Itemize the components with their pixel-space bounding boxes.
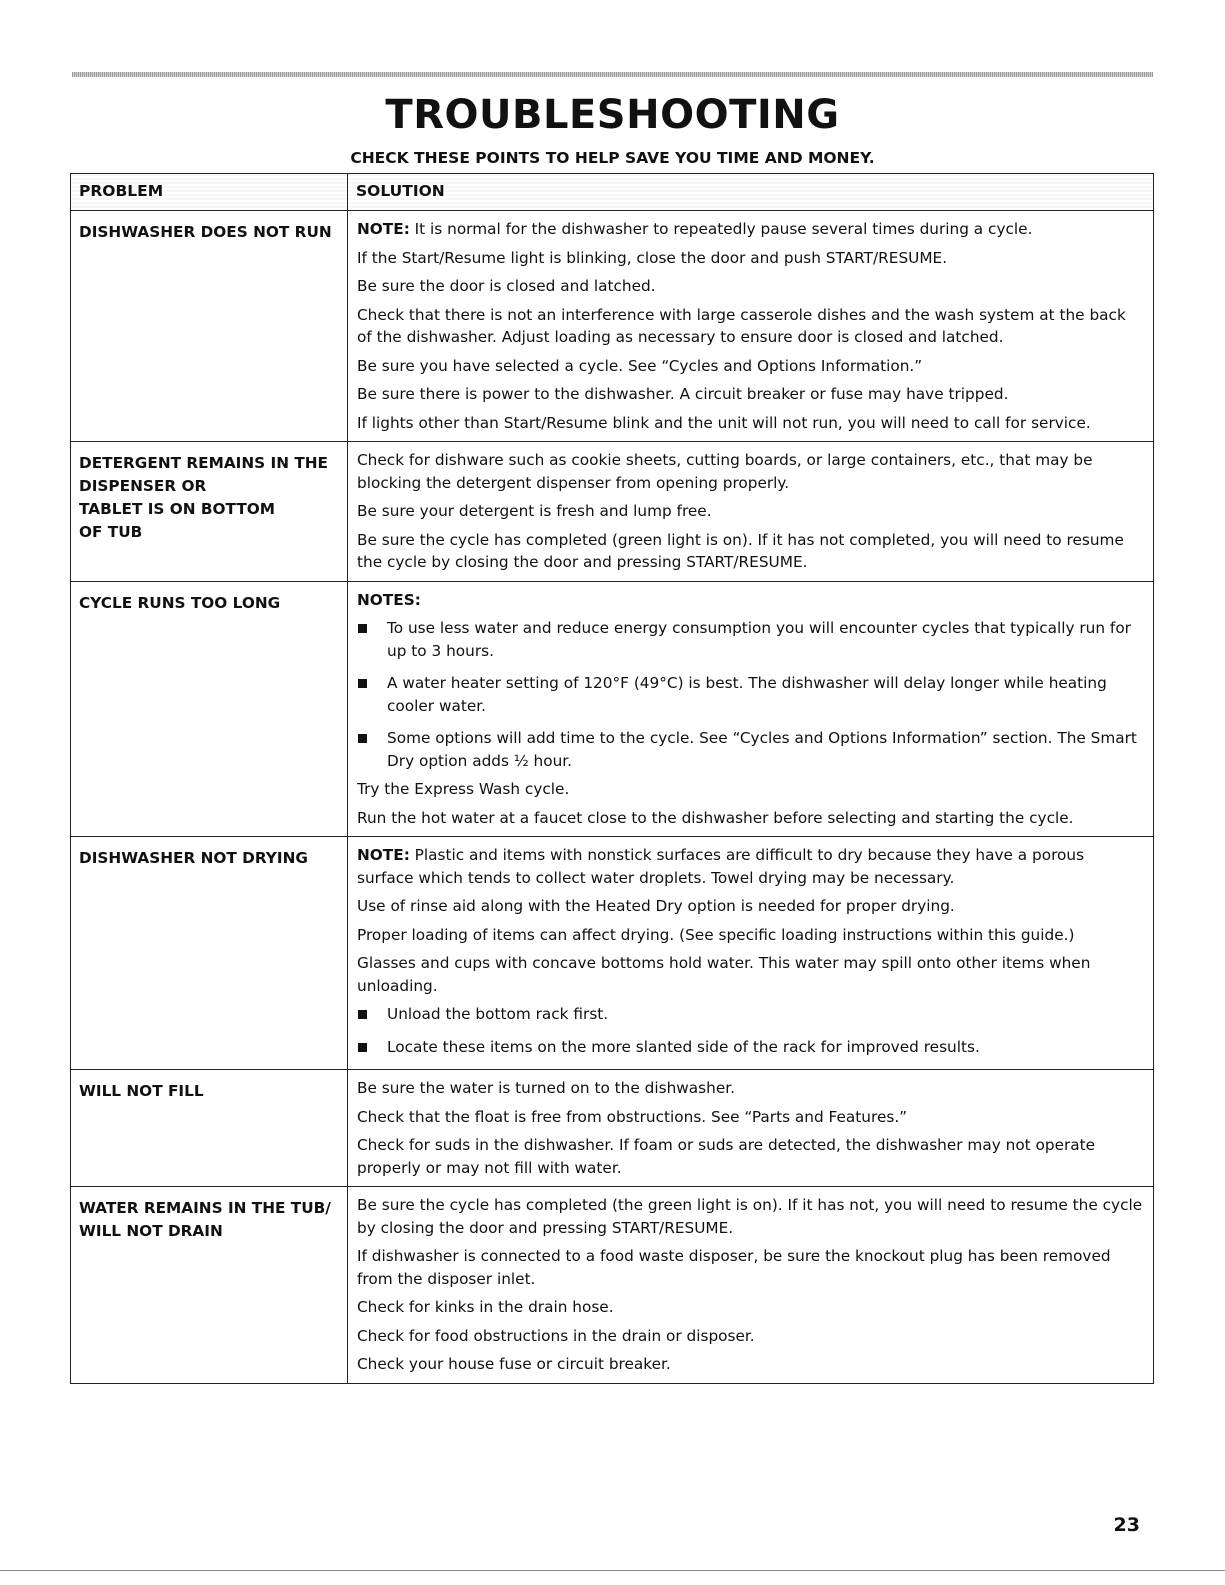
solution-cell — [348, 581, 1154, 837]
table-row — [71, 1070, 1154, 1187]
problem-line: TABLET IS ON BOTTOM — [79, 500, 275, 518]
bullet-square-icon — [358, 679, 367, 688]
table-row — [71, 837, 1154, 1070]
page-title: TROUBLESHOOTING — [385, 92, 840, 138]
solution-line: Be sure the door is closed and latched. — [357, 277, 656, 295]
bullet-square-icon — [358, 734, 367, 743]
table-row — [71, 442, 1154, 582]
problem-line: OF TUB — [79, 523, 143, 541]
page-number: 23 — [1113, 1514, 1140, 1536]
solution-line: Be sure your detergent is fresh and lump free. — [357, 502, 712, 520]
solution-line: Check that there is not an interference with large casserole dishes and the wash system at the back of the dishwasher. Adjust loading as necessary to ensure door is closed and latched. — [357, 305, 1126, 346]
solution-cell — [348, 1070, 1154, 1187]
column-header-solution: SOLUTION — [348, 174, 1154, 211]
problem-line: DETERGENT REMAINS IN THE — [79, 454, 329, 472]
solution-line: Be sure there is power to the dishwasher. A circuit breaker or fuse may have tripped. — [357, 385, 1009, 403]
solution-line: Try the Express Wash cycle. — [357, 780, 570, 798]
solution-line: If the Start/Resume light is blinking, close the door and push START/RESUME. — [357, 248, 948, 267]
solution-line: Check for suds in the dishwasher. If foam or suds are detected, the dishwasher may not operate properly or may not fill with water. — [357, 1136, 1096, 1177]
note-label: NOTE: — [357, 846, 410, 864]
list-item — [357, 672, 1145, 717]
list-item — [357, 727, 1145, 772]
page-subtitle: CHECK THESE POINTS TO HELP SAVE YOU TIME AND MONEY. — [350, 149, 875, 167]
list-item — [357, 1036, 1145, 1059]
problem-line: WATER REMAINS IN THE TUB/ — [79, 1199, 331, 1217]
problem-cell — [71, 1187, 348, 1384]
solution-line: Be sure you have selected a cycle. See “Cycles and Options Information.” — [357, 356, 923, 375]
table-row — [71, 581, 1154, 837]
solution-line: Use of rinse aid along with the Heated Dry option is needed for proper drying. — [357, 897, 955, 915]
solution-line: Run the hot water at a faucet close to the dishwasher before selecting and starting the cycle. — [357, 808, 1074, 827]
bullet-text: Some options will add time to the cycle. See “Cycles and Options Information” section. The Smart Dry option adds ½ hour. — [387, 729, 1137, 770]
table-row — [71, 1187, 1154, 1384]
problem-cell: WILL NOT FILL — [71, 1070, 348, 1187]
note-label: NOTE: — [357, 220, 410, 238]
solution-line: Check for food obstructions in the drain or disposer. — [357, 1326, 755, 1345]
table-header-row — [71, 174, 1154, 211]
bullet-square-icon — [358, 1010, 367, 1019]
solution-cell — [348, 1187, 1154, 1384]
solution-cell — [348, 442, 1154, 582]
top-divider — [72, 72, 1153, 77]
note-text: Plastic and items with nonstick surfaces are difficult to dry because they have a porous surface which tends to collect water droplets. Towel drying may be necessary. — [357, 846, 1085, 887]
note-text: It is normal for the dishwasher to repeatedly pause several times during a cycle. — [409, 220, 1033, 238]
list-item — [357, 617, 1145, 662]
bullet-text: To use less water and reduce energy consumption you will encounter cycles that typically run for up to 3 hours. — [387, 619, 1131, 660]
note-paragraph — [357, 218, 1145, 241]
column-header-problem: PROBLEM — [71, 174, 348, 211]
notes-list — [357, 617, 1145, 772]
solution-line: Glasses and cups with concave bottoms hold water. This water may spill onto other items when unloading. — [357, 954, 1091, 995]
solution-line: Check for dishware such as cookie sheets, cutting boards, or large containers, etc., that may be blocking the detergent dispenser from opening properly. — [357, 451, 1093, 492]
bullet-square-icon — [358, 624, 367, 633]
solution-line: Check for kinks in the drain hose. — [357, 1298, 614, 1316]
solution-line: Check your house fuse or circuit breaker. — [357, 1355, 671, 1373]
problem-cell: DISHWASHER NOT DRYING — [71, 837, 348, 1070]
bullet-text: Locate these items on the more slanted side of the rack for improved results. — [387, 1037, 980, 1056]
problem-line: DISPENSER OR — [79, 477, 207, 495]
bottom-divider — [0, 1570, 1225, 1571]
bullet-text: Unload the bottom rack first. — [387, 1005, 609, 1023]
solution-line: Be sure the cycle has completed (the green light is on). If it has not, you will need to resume the cycle by closing the door and pressing START/RESUME. — [357, 1196, 1143, 1237]
solution-line: Proper loading of items can affect drying. (See specific loading instructions within this guide.) — [357, 925, 1075, 944]
problem-cell — [71, 442, 348, 582]
notes-label: NOTES: — [357, 590, 421, 609]
bullet-square-icon — [358, 1043, 367, 1052]
problem-line: WILL NOT DRAIN — [79, 1222, 223, 1240]
solution-line: Be sure the cycle has completed (green light is on). If it has not completed, you will need to resume the cycle by closing the door and pressing START/RESUME. — [357, 530, 1124, 571]
drying-tips-list — [357, 1003, 1145, 1058]
problem-cell: CYCLE RUNS TOO LONG — [71, 581, 348, 837]
problem-cell: DISHWASHER DOES NOT RUN — [71, 211, 348, 442]
solution-cell — [348, 837, 1154, 1070]
note-paragraph — [357, 844, 1145, 889]
solution-line: Be sure the water is turned on to the dishwasher. — [357, 1079, 735, 1097]
solution-line: If dishwasher is connected to a food waste disposer, be sure the knockout plug has been removed from the disposer inlet. — [357, 1247, 1111, 1288]
list-item — [357, 1003, 1145, 1026]
troubleshooting-table — [70, 173, 1154, 1384]
solution-line: Check that the float is free from obstructions. See “Parts and Features.” — [357, 1107, 908, 1126]
solution-cell — [348, 211, 1154, 442]
solution-line: If lights other than Start/Resume blink and the unit will not run, you will need to call for service. — [357, 413, 1091, 432]
table-row — [71, 211, 1154, 442]
bullet-text: A water heater setting of 120°F (49°C) is best. The dishwasher will delay longer while heating cooler water. — [387, 674, 1107, 715]
